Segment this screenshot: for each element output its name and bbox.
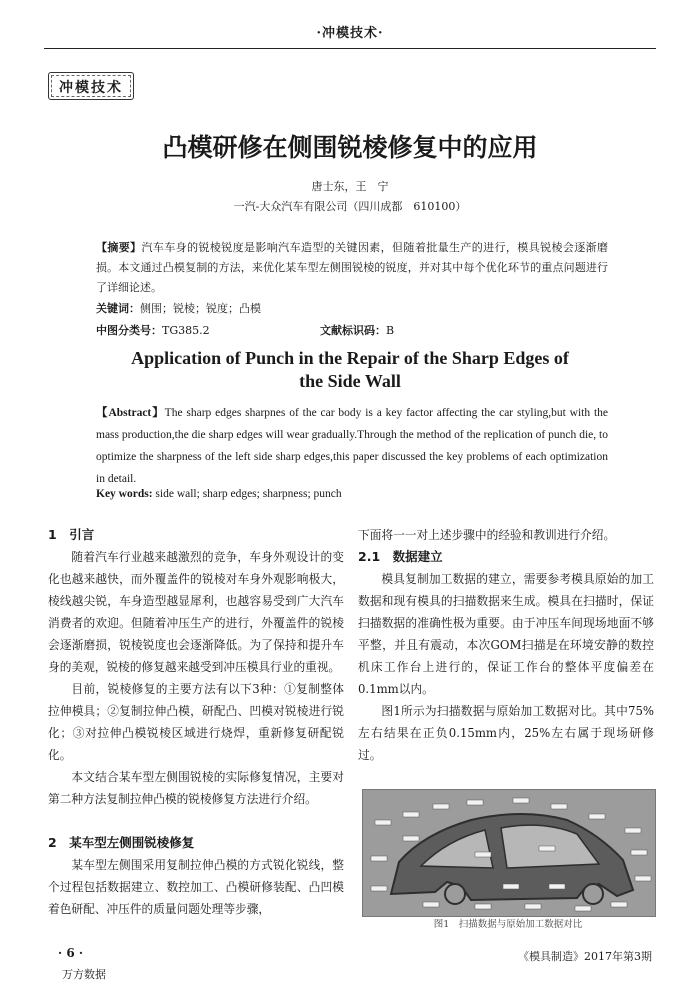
document-code-label: 文献标识码： [320,324,386,337]
section-2-1-paragraph-2: 图1所示为扫描数据与原始加工数据对比。其中75%左右结果在正负0.15mm内，25%左右属于现场研修过。 [358,704,654,762]
section-2-heading: 2 某车型左侧围锐棱修复 [48,835,195,850]
clc-label: 中图分类号： [96,324,162,337]
side-wall-scan-image [363,790,655,916]
header-rule [44,48,656,49]
document-code-value: B [386,324,395,337]
affiliation: 一汽-大众汽车有限公司（四川成都 610100） [233,200,467,213]
keywords-cn-text: 侧围；锐棱；锐度；凸模 [140,302,261,315]
section-gap [48,810,344,832]
title-cn: 凸模研修在侧围锐棱修复中的应用 [162,133,538,162]
running-header: ·冲模技术· [316,26,384,41]
abstract-en [96,402,608,490]
journal-info: 《模具制造》2017年第3期 [518,950,652,963]
title-en: Application of Punch in the Repair of the Sharp Edges of the Side Wall [131,348,569,391]
section-2-paragraph-1-continued: 下面将一一对上述步骤中的经验和教训进行介绍。 [358,528,616,542]
abstract-cn-text: 汽车车身的锐棱锐度是影响汽车造型的关键因素，但随着批量生产的进行，模具锐棱会逐渐磨损。本文通过凸模复制的方法，来优化某车型左侧围锐棱的锐度，并对其中每个优化环节的重点问题进行了详细论述。 [96,241,608,294]
section-1-paragraph-2: 目前，锐棱修复的主要方法有以下3种：①复制整体拉伸模具；②复制拉伸凸模，研配凸、凹模对锐棱进行锐化；③对拉伸凸模锐棱区域进行烧焊，重新修复研配锐化。 [48,682,344,762]
document-code [320,322,394,338]
figure-1-scan-comparison [362,789,656,917]
keywords-cn-label: 关键词： [96,302,140,315]
right-column [358,524,654,766]
abstract-cn-label: 【摘要】 [96,241,142,254]
section-2-1-paragraph-1: 模具复制加工数据的建立，需要参考模具原始的加工数据和现有模具的扫描数据来生成。模具在扫描时，保证扫描数据的准确性极为重要。由于冲压车间现场地面不够平整，并且有震动，本次GOM扫描是在环境安静的数控机床工作台上进行的，保证工作台的整体平度偏差在0.1mm以内。 [358,572,654,696]
abstract-cn [96,238,608,298]
keywords-cn [96,300,261,316]
section-2-1-heading: 2.1 数据建立 [358,549,443,564]
column-badge [48,72,134,100]
keywords-en-text: side wall; sharp edges; sharpness; punch [152,488,342,500]
section-1-paragraph-3: 本文结合某车型左侧围锐棱的实际修复情况，主要对第二种方法复制拉伸凸模的锐棱修复方法进行介绍。 [48,770,344,806]
abstract-en-label: 【Abstract】 [96,407,165,419]
abstract-en-text: The sharp edges sharpnes of the car body is a key factor affecting the car styling,but with the mass production,the die sharp edges will wear gradually.Through the method of the replication of punch die, to optimize the sharpness of the left side sharp edges,this paper discussed the key problems of each optimization in detail. [96,407,609,485]
left-column [48,524,344,920]
column-badge-label: 冲模技术 [59,80,123,96]
clc-value: TG385.2 [162,324,210,337]
authors: 唐士东，王 宁 [311,180,389,193]
section-1-heading: 1 引言 [48,527,95,542]
section-2-paragraph-1: 某车型左侧围采用复制拉伸凸模的方式锐化锐线，整个过程包括数据建立、数控加工、凸模研修装配、凸凹模着色研配、冲压件的质量问题处理等步骤， [48,858,344,916]
clc-number [96,322,210,338]
keywords-en [96,488,342,500]
page-number: · 6 · [58,946,84,960]
wanfang-watermark: 万方数据 [62,968,106,981]
keywords-en-label: Key words: [96,488,153,500]
section-1-paragraph-1: 随着汽车行业越来越激烈的竞争，车身外观设计的变化也越来越快，而外覆盖件的锐棱对车身外观影响极大，棱线越尖锐，车身造型越显犀利，也越容易受到广大汽车消费者的欢迎。但随着冲压生产的进行，外覆盖件的锐棱会逐渐磨损，锐棱锐度也会逐渐降低。为了保持和提升车身的美观，锐棱的修复越来越受到冲压模具行业的重视。 [48,550,344,674]
figure-1-caption: 图1 扫描数据与原始加工数据对比 [433,919,583,930]
